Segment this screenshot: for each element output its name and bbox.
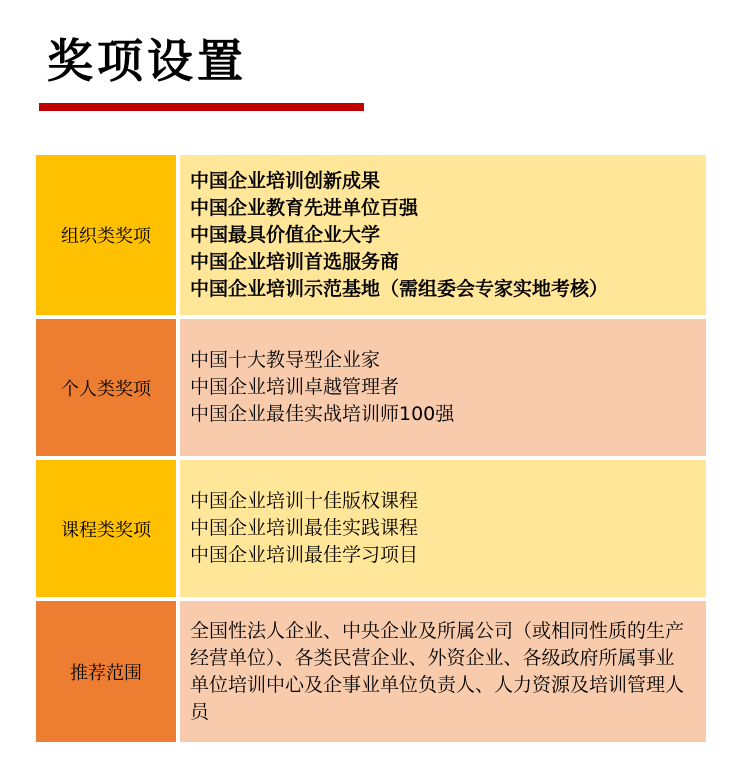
award-item: 中国企业培训首选服务商 (190, 250, 400, 273)
award-row-course (36, 460, 706, 597)
award-row-individual (36, 319, 706, 456)
award-item: 中国企业培训十佳版权课程 (190, 490, 419, 512)
award-item: 中国最具价值企业大学 (190, 223, 381, 246)
award-item: 中国企业培训卓越管理者 (190, 376, 400, 398)
award-items-cell (180, 155, 706, 315)
scope-text-cell (180, 601, 706, 742)
award-item: 中国十大教导型企业家 (190, 349, 381, 371)
category-cell: 推荐范围 (36, 601, 176, 742)
award-table (36, 155, 706, 742)
title-underline (39, 103, 364, 111)
award-item: 中国企业培训最佳学习项目 (190, 544, 419, 566)
award-item: 中国企业培训示范基地（需组委会专家实地考核） (190, 277, 609, 300)
award-item: 中国企业教育先进单位百强 (190, 196, 419, 219)
award-row-organization (36, 155, 706, 315)
award-items-cell (180, 319, 706, 456)
award-item: 中国企业培训最佳实践课程 (190, 517, 419, 539)
award-items-cell (180, 460, 706, 597)
category-cell: 个人类奖项 (36, 319, 176, 456)
page-title: 奖项设置 (47, 34, 247, 88)
category-cell: 课程类奖项 (36, 460, 176, 597)
scope-text: 全国性法人企业、中央企业及所属公司（或相同性质的生产经营单位）、各类民营企业、外资企业、各级政府所属事业单位培训中心及企事业单位负责人、人力资源及培训管理人员 (190, 619, 685, 723)
award-item: 中国企业培训创新成果 (190, 169, 381, 192)
category-cell: 组织类奖项 (36, 155, 176, 315)
award-row-scope (36, 601, 706, 742)
award-item: 中国企业最佳实战培训师100强 (190, 403, 455, 425)
